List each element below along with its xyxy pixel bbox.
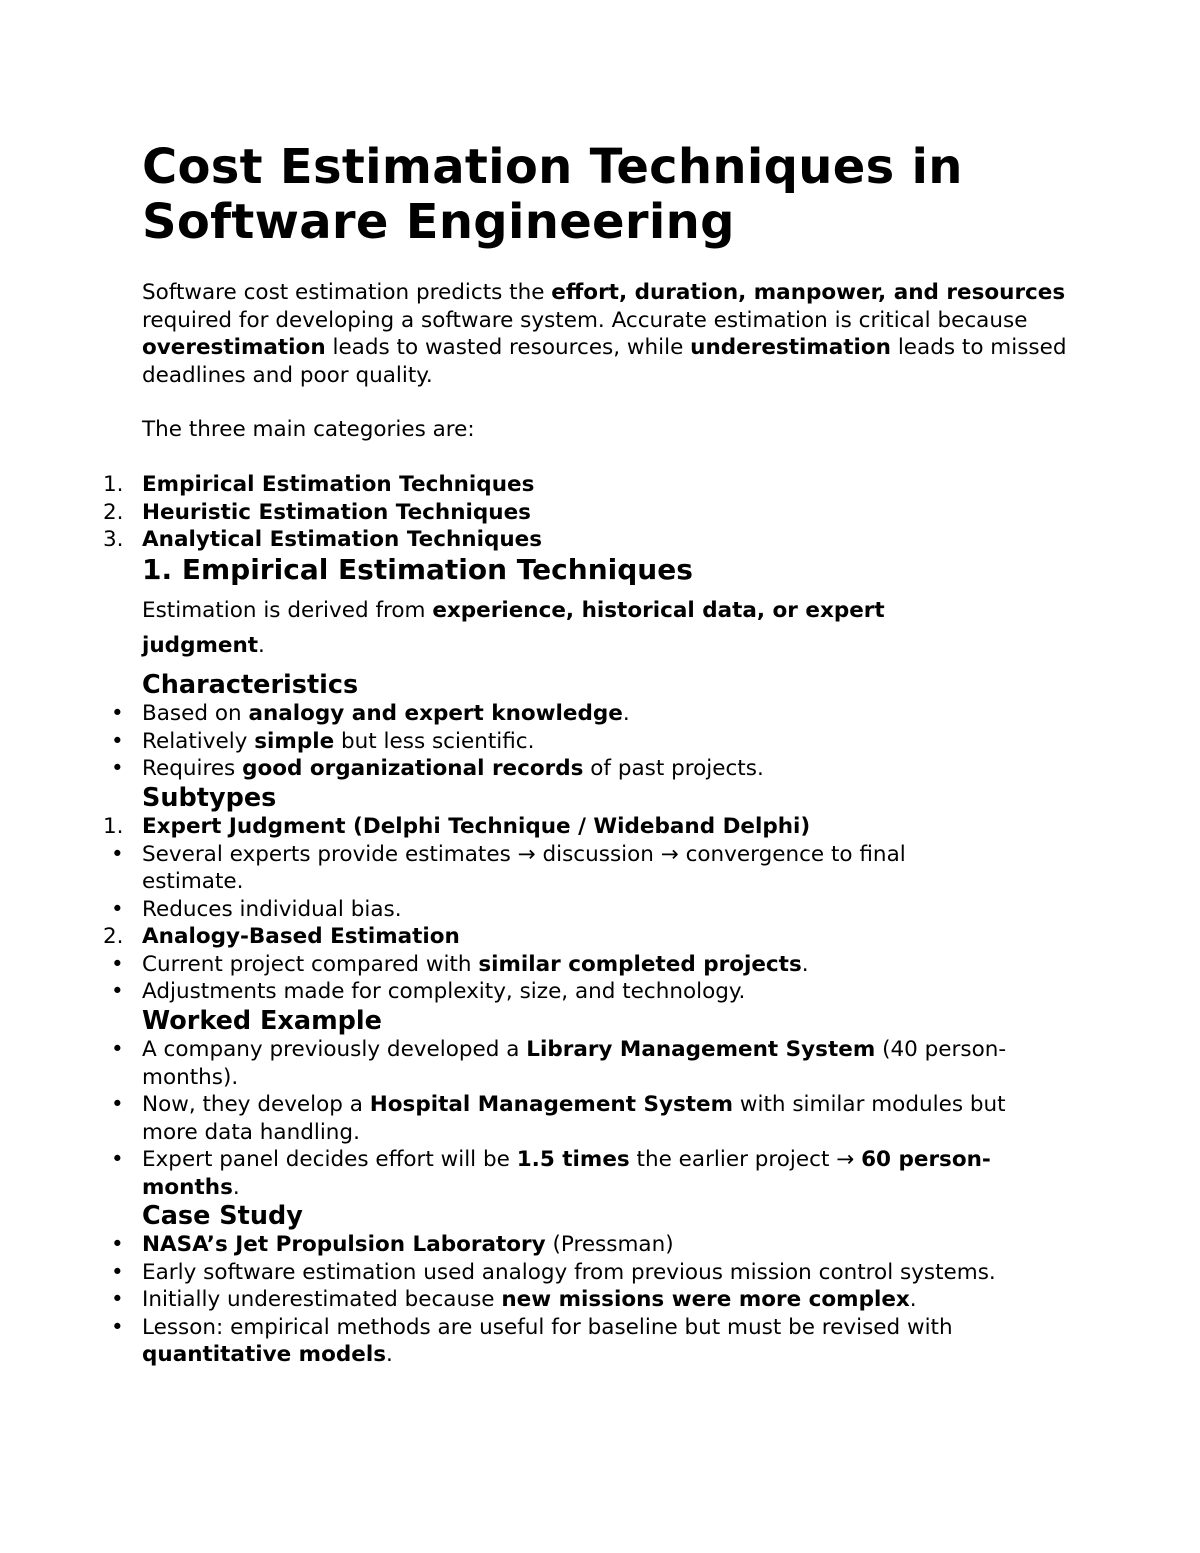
intro-bold-underestimation: underestimation bbox=[690, 335, 891, 360]
item-bold: quantitative models bbox=[142, 1342, 386, 1367]
item-text: . bbox=[622, 701, 630, 726]
intro-text: leads to missed deadlines and poor quality. bbox=[142, 335, 1067, 388]
list-item bbox=[0, 728, 1100, 756]
section-heading-empirical: 1. Empirical Estimation Techniques bbox=[142, 553, 693, 586]
list-item bbox=[0, 841, 1000, 896]
document-title: Cost Estimation Techniques in Software Engineering bbox=[142, 139, 963, 250]
case-study-list bbox=[0, 1231, 1000, 1369]
bullet-marker: • bbox=[111, 1037, 124, 1062]
item-text: Current project compared with bbox=[142, 951, 479, 977]
item-text: Based on bbox=[142, 701, 249, 726]
bullet-marker: • bbox=[111, 756, 124, 781]
intro-bold-overestimation: overestimation bbox=[142, 335, 326, 360]
description-text: Estimation is derived from bbox=[142, 598, 433, 623]
item-text: Initially underestimated because bbox=[142, 1287, 502, 1312]
item-text: Requires bbox=[142, 756, 243, 781]
bullet-marker: • bbox=[111, 1314, 124, 1340]
item-bold: Library Management System bbox=[526, 1037, 876, 1062]
bullet-marker: • bbox=[111, 728, 124, 754]
subheading-worked-example: Worked Example bbox=[142, 1006, 382, 1036]
bullet-marker: • bbox=[111, 979, 124, 1004]
item-bold: similar completed projects bbox=[478, 951, 802, 977]
item-text: A company previously developed a bbox=[142, 1037, 527, 1062]
item-text: but less scientific. bbox=[334, 728, 535, 754]
item-text: of past projects. bbox=[583, 756, 764, 781]
intro-bold-resources: effort, duration, manpower, and resources bbox=[551, 280, 1066, 305]
item-bold: good organizational records bbox=[242, 756, 584, 781]
subtype-label: Expert Judgment (Delphi Technique / Wideband Delphi) bbox=[142, 814, 811, 839]
characteristics-list bbox=[0, 700, 1100, 783]
list-item bbox=[0, 951, 1000, 979]
item-text: Adjustments made for complexity, size, and technology. bbox=[142, 979, 746, 1004]
list-item bbox=[0, 1259, 1000, 1287]
list-item bbox=[0, 896, 1000, 924]
bullet-marker: • bbox=[111, 1092, 124, 1117]
categories-intro: The three main categories are: bbox=[142, 417, 475, 442]
subheading-characteristics: Characteristics bbox=[142, 670, 359, 700]
bullet-marker: • bbox=[111, 701, 124, 726]
section-description bbox=[142, 593, 1002, 663]
item-text: . bbox=[386, 1342, 393, 1367]
item-text: . bbox=[801, 951, 809, 977]
bullet-marker: • bbox=[111, 1147, 124, 1172]
list-number: 2. bbox=[103, 924, 124, 949]
item-text: (40 person-months). bbox=[142, 1037, 1007, 1090]
list-item bbox=[0, 923, 1000, 951]
bullet-marker: • bbox=[111, 1287, 124, 1312]
bullet-marker: • bbox=[111, 896, 124, 922]
intro-text: Software cost estimation predicts the bbox=[142, 280, 552, 305]
category-label: Empirical Estimation Techniques bbox=[142, 472, 535, 497]
item-bold: analogy and expert knowledge bbox=[248, 701, 623, 726]
subheading-subtypes: Subtypes bbox=[142, 783, 277, 813]
item-text: Now, they develop a bbox=[142, 1092, 370, 1117]
item-text: . bbox=[909, 1287, 917, 1312]
item-text: Relatively bbox=[142, 728, 255, 754]
item-bold: 60 person-months bbox=[142, 1147, 991, 1200]
item-text: . bbox=[232, 1174, 240, 1200]
item-text: (Pressman) bbox=[545, 1232, 674, 1257]
intro-paragraph bbox=[142, 279, 1072, 389]
item-bold: simple bbox=[254, 728, 335, 754]
bullet-marker: • bbox=[111, 1232, 124, 1257]
list-item bbox=[0, 1036, 1060, 1091]
list-number: 2. bbox=[103, 499, 124, 525]
list-item bbox=[0, 471, 1100, 499]
list-item bbox=[0, 1146, 1060, 1201]
list-item bbox=[0, 1231, 1000, 1259]
list-item bbox=[0, 700, 1100, 728]
subheading-case-study: Case Study bbox=[142, 1201, 303, 1231]
description-text: . bbox=[258, 633, 265, 658]
list-item bbox=[0, 499, 1100, 527]
list-item bbox=[0, 526, 1100, 554]
subtypes-list bbox=[0, 813, 1000, 1006]
item-text: Early software estimation used analogy from previous mission control systems. bbox=[142, 1259, 996, 1285]
list-item bbox=[0, 1091, 1060, 1146]
bullet-marker: • bbox=[111, 1259, 124, 1285]
intro-text: required for developing a software system. Accurate estimation is critical because bbox=[142, 307, 1028, 333]
intro-text: leads to wasted resources, while bbox=[325, 335, 691, 360]
list-item bbox=[0, 813, 1000, 841]
item-text: the earlier project → bbox=[629, 1147, 862, 1172]
item-text: Expert panel decides effort will be bbox=[142, 1147, 517, 1172]
list-item bbox=[0, 755, 1100, 783]
item-bold: Hospital Management System bbox=[369, 1092, 734, 1117]
list-number: 1. bbox=[103, 814, 124, 839]
category-label: Analytical Estimation Techniques bbox=[142, 527, 543, 552]
item-text: with similar modules but more data handling. bbox=[142, 1092, 1006, 1145]
list-item bbox=[0, 1286, 1000, 1314]
list-number: 1. bbox=[103, 472, 124, 497]
item-bold: NASA’s Jet Propulsion Laboratory bbox=[142, 1232, 546, 1257]
list-number: 3. bbox=[103, 527, 124, 552]
bullet-marker: • bbox=[111, 841, 124, 867]
description-bold: experience, historical data, or expert judgment bbox=[142, 598, 885, 658]
categories-list bbox=[0, 471, 1100, 554]
item-bold: new missions were more complex bbox=[501, 1287, 910, 1312]
list-item bbox=[0, 1314, 1000, 1369]
worked-example-list bbox=[0, 1036, 1060, 1201]
item-text: Reduces individual bias. bbox=[142, 896, 402, 922]
list-item bbox=[0, 978, 1000, 1006]
category-label: Heuristic Estimation Techniques bbox=[142, 499, 531, 525]
item-bold: 1.5 times bbox=[516, 1147, 630, 1172]
subtype-label: Analogy-Based Estimation bbox=[142, 924, 460, 949]
bullet-marker: • bbox=[111, 951, 124, 977]
item-text: Several experts provide estimates → discussion → convergence to final estimate. bbox=[142, 841, 906, 894]
item-text: Lesson: empirical methods are useful for baseline but must be revised with bbox=[142, 1314, 953, 1340]
